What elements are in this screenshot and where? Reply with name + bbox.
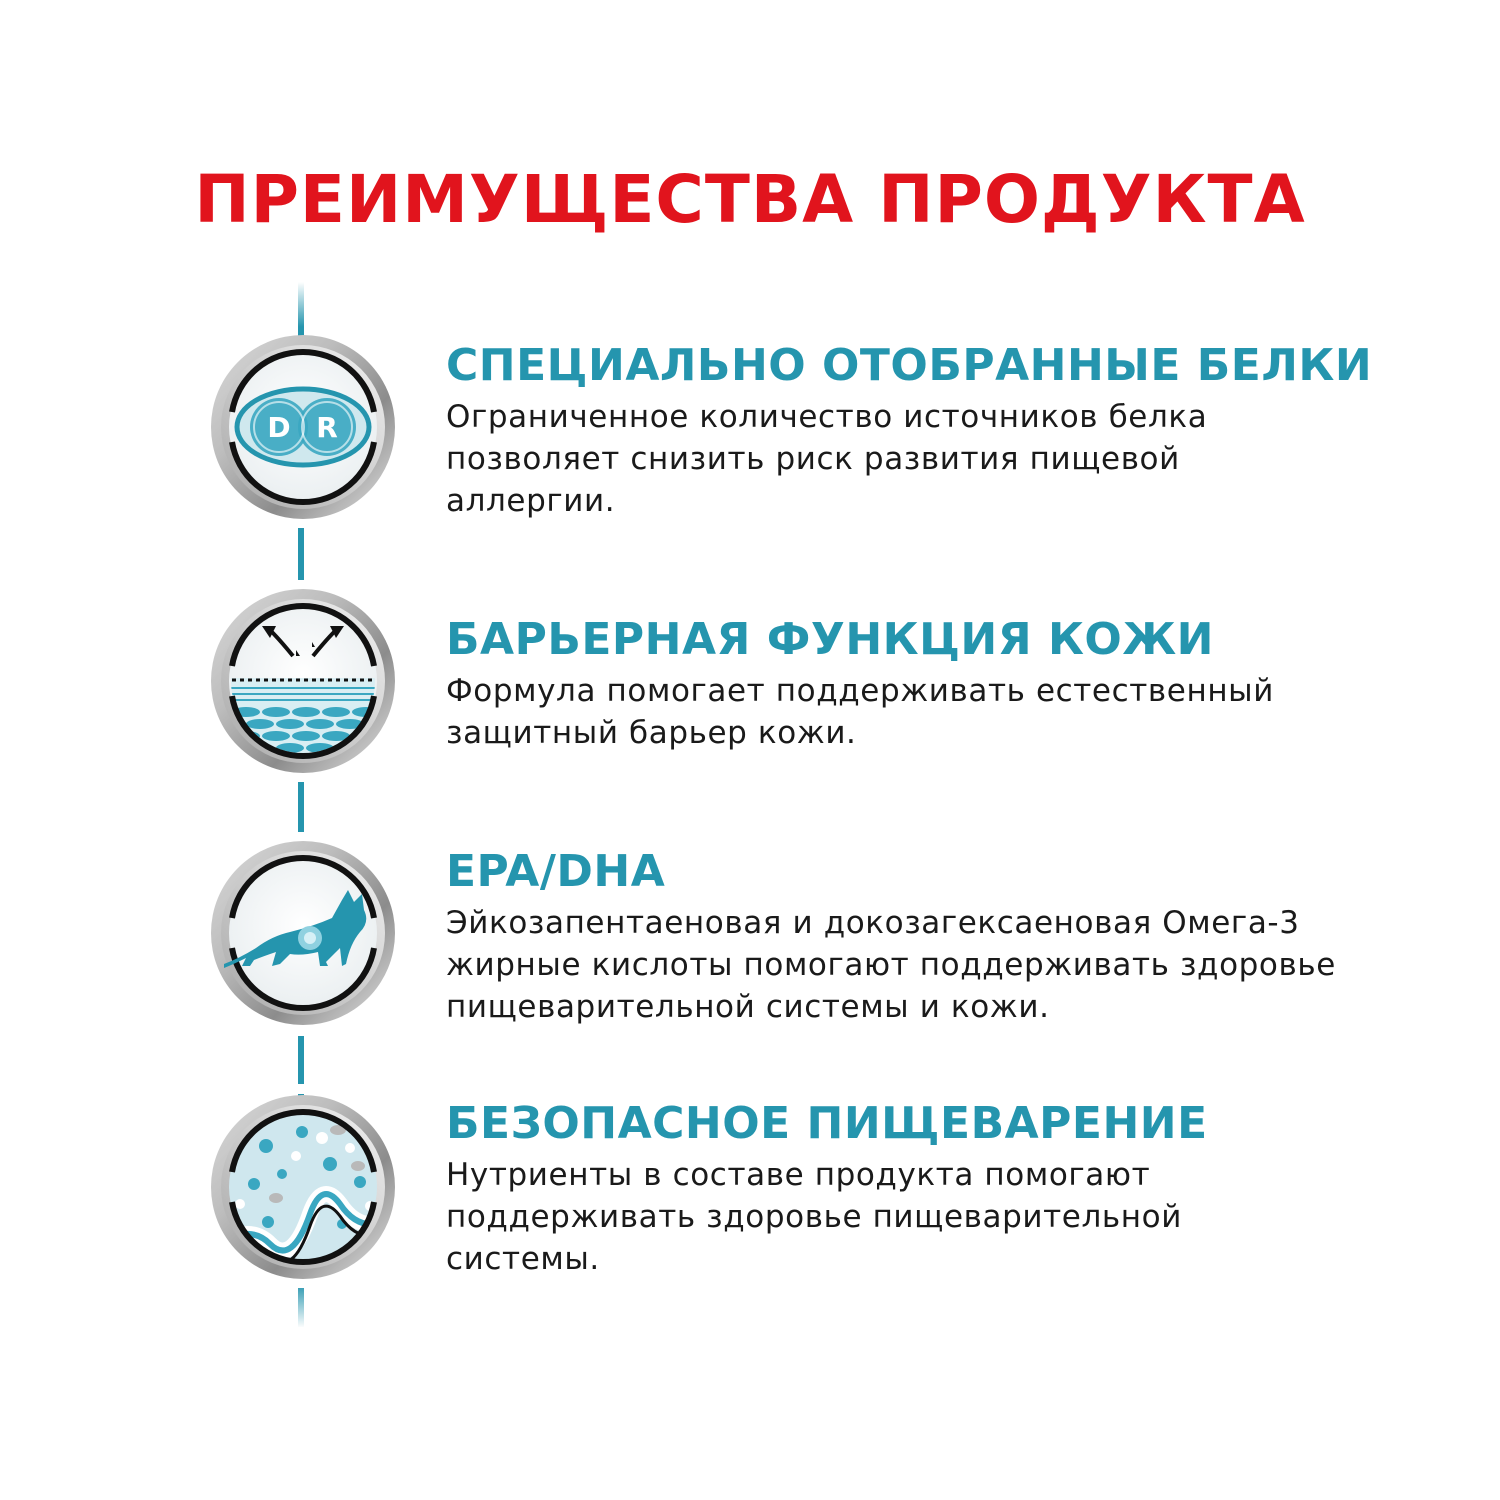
benefit-heading: БЕЗОПАСНОЕ ПИЩЕВАРЕНИЕ bbox=[446, 1098, 1208, 1149]
benefit-item bbox=[446, 612, 1456, 754]
benefit-item bbox=[446, 1096, 1456, 1280]
benefit-description: Нутриенты в составе продукта помогают поддерживать здоровье пищеварительной системы. bbox=[446, 1157, 1182, 1277]
benefit-description: Формула помогает поддерживать естественный защитный барьер кожи. bbox=[446, 673, 1275, 751]
benefit-item bbox=[446, 338, 1456, 522]
timeline-fade-bottom bbox=[298, 1283, 304, 1328]
svg-text:D: D bbox=[267, 411, 291, 444]
digestion-icon bbox=[210, 1094, 396, 1280]
benefit-heading: СПЕЦИАЛЬНО ОТОБРАННЫЕ БЕЛКИ bbox=[446, 340, 1373, 391]
page-title: ПРЕИМУЩЕСТВА ПРОДУКТА bbox=[194, 161, 1306, 238]
benefit-heading: EPA/DHA bbox=[446, 846, 666, 897]
timeline-fade-top bbox=[298, 282, 304, 327]
benefit-description: Эйкозапентаеновая и докозагексаеновая Омега-3 жирные кислоты помогают поддерживать здоровье пищеварительной системы и кожи. bbox=[446, 905, 1336, 1025]
timeline-gap bbox=[290, 1084, 312, 1094]
benefit-description: Ограниченное количество источников белка позволяет снизить риск развития пищевой аллергии. bbox=[446, 399, 1208, 519]
svg-text:R: R bbox=[316, 411, 338, 444]
protein-dr-icon bbox=[210, 334, 396, 520]
benefit-heading: БАРЬЕРНАЯ ФУНКЦИЯ КОЖИ bbox=[446, 614, 1215, 665]
cat-icon bbox=[210, 840, 396, 1026]
benefit-item bbox=[446, 844, 1456, 1028]
skin-barrier-icon bbox=[210, 588, 396, 774]
